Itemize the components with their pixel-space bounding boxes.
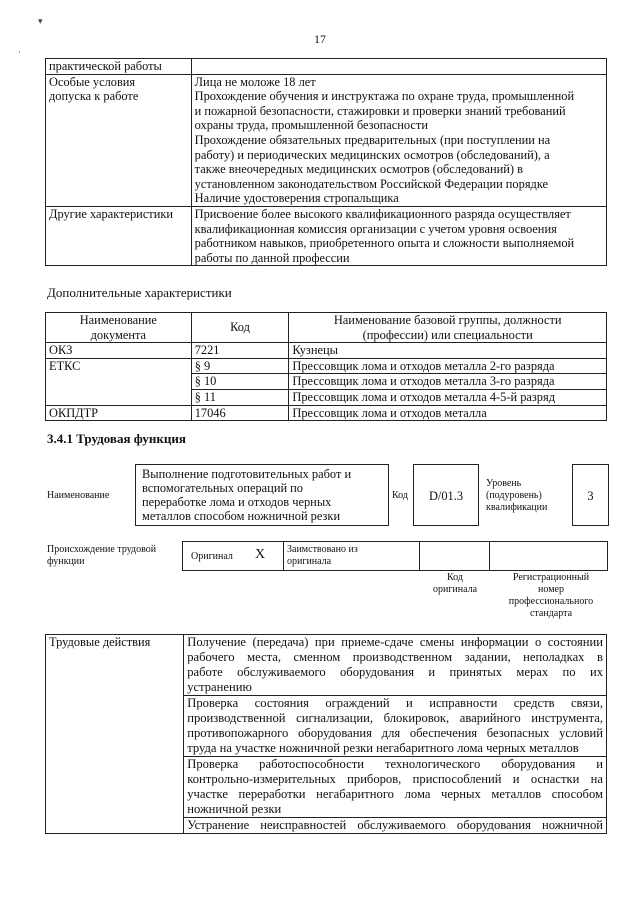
cell-code: § 11	[191, 389, 289, 405]
cell-name: Кузнецы	[289, 343, 607, 359]
cell-doc: ЕТКС	[46, 358, 192, 374]
origin-box	[182, 541, 608, 571]
cell-name: Прессовщик лома и отходов металла 2-го разряда	[289, 358, 607, 374]
row-label: Особые условия допуска к работе	[46, 74, 192, 206]
cell-name: Прессовщик лома и отходов металла 3-го разряда	[289, 374, 607, 390]
page-number: 17	[314, 32, 326, 46]
table-row	[46, 343, 607, 359]
table-row	[46, 374, 607, 390]
scan-mark: ·	[18, 47, 21, 57]
original-mark: X	[255, 547, 266, 562]
code-caption: Код оригинала	[432, 572, 478, 595]
section-title: 3.4.1 Трудовая функция	[47, 431, 186, 446]
cell-doc: ОКПДТР	[46, 405, 192, 421]
level-box	[572, 464, 609, 526]
actions-label: Трудовые действия	[46, 635, 184, 834]
table-row	[46, 59, 607, 75]
table-row	[46, 206, 607, 265]
cell-doc: ОКЗ	[46, 343, 192, 359]
borrowed-label: Заимствовано из оригинала	[287, 544, 358, 567]
action-item: Проверка работоспособности технологического оборудования и контрольно-измерительных приборов, приспособлений и оснастки на участке переработки негабаритного лома черных металлов способом ножничной резки	[184, 757, 607, 818]
scan-mark: ▾	[38, 16, 43, 26]
row-label: практической работы	[46, 59, 192, 75]
function-code-label: Код	[392, 490, 408, 501]
cell-doc	[46, 389, 192, 405]
action-item: Получение (передача) при приеме-сдаче смены информации о состоянии рабочего места, сменном производственном задании, неполадках в работе обслуживаемого оборудования и принятых мерах по их устранению	[184, 635, 607, 696]
header-code: Код	[191, 313, 289, 343]
cell-name: Прессовщик лома и отходов металла 4-5-й разряд	[289, 389, 607, 405]
table-row	[46, 635, 607, 696]
additional-table	[45, 312, 607, 421]
origin-label: Происхождение трудовой функции	[47, 544, 157, 567]
function-name-label: Наименование	[47, 490, 110, 501]
original-label: Оригинал	[191, 551, 233, 562]
cell-code: 7221	[191, 343, 289, 359]
function-code: D/01.3	[428, 489, 464, 503]
level-value: 3	[587, 489, 594, 503]
cell-code: 17046	[191, 405, 289, 421]
cell-name: Прессовщик лома и отходов металла	[289, 405, 607, 421]
level-label: Уровень (подуровень) квалификации	[486, 478, 548, 513]
cell-doc	[46, 374, 192, 390]
row-label: Другие характеристики	[46, 206, 192, 265]
additional-title: Дополнительные характеристики	[47, 285, 232, 300]
function-name-box: Выполнение подготовительных работ и вспомогательных операций по переработке лома и отходов черных металлов способом ножничной резки	[135, 464, 389, 526]
actions-table	[45, 634, 607, 834]
header-doc: Наименование документа	[46, 313, 192, 343]
cell-code: § 9	[191, 358, 289, 374]
reg-caption: Регистрационный номер профессионального стандарта	[508, 572, 594, 619]
header-name: Наименование базовой группы, должности (профессии) или специальности	[289, 313, 607, 343]
table-row	[46, 74, 607, 206]
cell-code: § 10	[191, 374, 289, 390]
row-content	[191, 59, 606, 75]
table-row	[46, 405, 607, 421]
row-content: Лица не моложе 18 лет Прохождение обучения и инструктажа по охране труда, промышленной и пожарной безопасности, стажировки и проверки знаний требований охраны труда, промышленной безопасности Прохождение обязательных предварительных (при поступлении на работу) и периодических медицинских осмотров (обследований), а также внеочередных медицинских осмотров (обследований) в установленном законодательством Российской Федерации порядке Наличие удостоверения стропальщика	[191, 74, 606, 206]
table-row	[46, 389, 607, 405]
action-item: Проверка состояния ограждений и исправности средств связи, производственной сигнализации, блокировок, аварийного инструмента, противопожарного оборудования для обеспечения безопасных условий труда на участке ножничной резки негабаритного лома черных металлов	[184, 696, 607, 757]
row-content: Присвоение более высокого квалификационного разряда осуществляет квалификационная комиссия организации с учетом уровня освоения работником навыков, приобретенного опыта и сложности выполняемой работы по данной профессии	[191, 206, 606, 265]
function-code-box	[413, 464, 479, 526]
table-row	[46, 358, 607, 374]
action-item: Устранение неисправностей обслуживаемого оборудования ножничной	[184, 818, 607, 834]
table-header-row	[46, 313, 607, 343]
requirements-table	[45, 58, 607, 266]
